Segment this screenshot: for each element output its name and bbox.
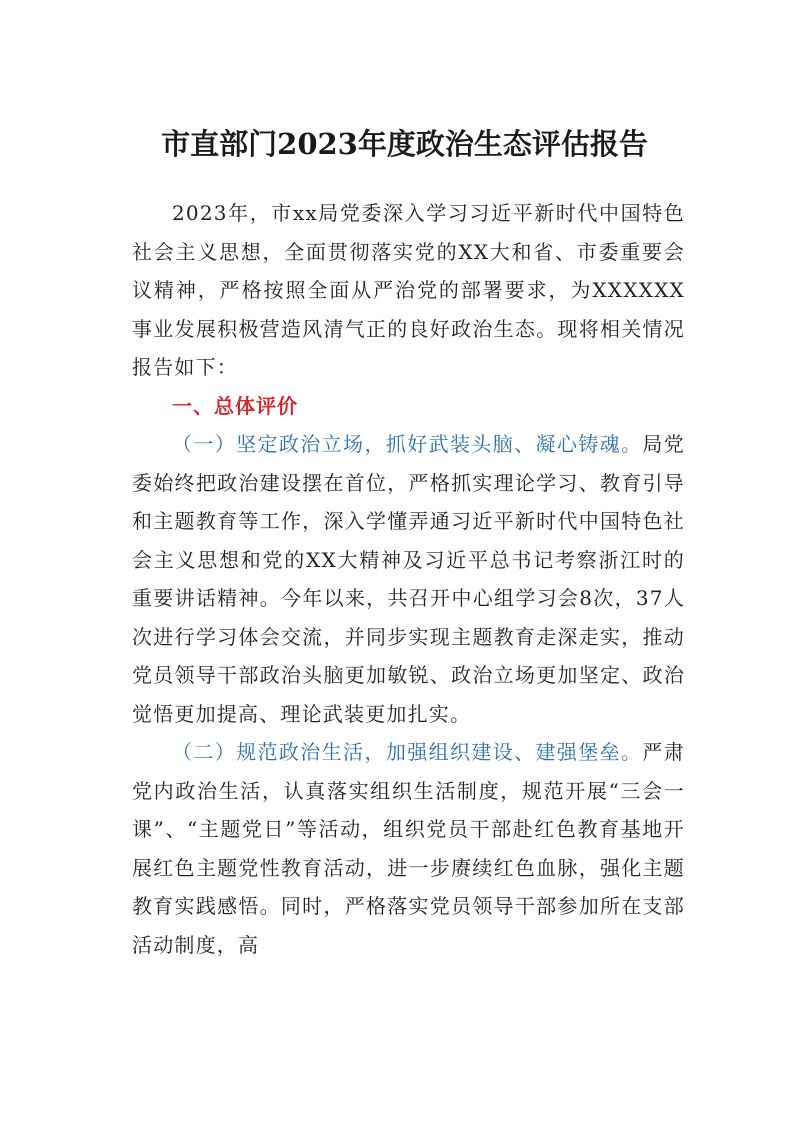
paragraph-body-text: 局党委始终把政治建设摆在首位，严格抓实理论学习、教育引导和主题教育等工作，深入学懂弄通习近平新时代中国特色社会主义思想和党的XX大精神及习近平总书记考察浙江时的重要讲话精神。今年以来，共召开中心组学习会8次，37人次进行学习体会交流，并同步实现主题教育走深走实，推动党员领导干部政治头脑更加敏锐、政治立场更加坚定、政治觉悟更加提高、理论武装更加扎实。	[132, 432, 685, 726]
intro-paragraph: 2023年，市xx局党委深入学习习近平新时代中国特色社会主义思想，全面贯彻落实党的XX大和省、市委重要会议精神，严格按照全面从严治党的部署要求，为XXXXXX事业发展积极营造风清气正的良好政治生态。现将相关情况报告如下：	[132, 201, 685, 379]
paragraph-lead-heading: （二）规范政治生活，加强组织建设、建强堡垒。	[172, 740, 643, 764]
body-paragraph	[132, 425, 685, 733]
document-title: 市直部门2023年度政治生态评估报告	[161, 127, 648, 161]
section-heading-overall-evaluation: 一、总体评价	[172, 393, 298, 418]
paragraph-body-text: 严肃党内政治生活，认真落实组织生活制度，规范开展“三会一课”、“主题党日”等活动，组织党员干部赴红色教育基地开展红色主题党性教育活动，进一步赓续红色血脉，强化主题教育实践感悟。同时，严格落实党员领导干部参加所在支部活动制度，高	[132, 740, 685, 957]
paragraph-lead-heading: （一）坚定政治立场，抓好武装头脑、凝心铸魂。	[172, 432, 643, 456]
body-paragraph	[132, 733, 685, 964]
